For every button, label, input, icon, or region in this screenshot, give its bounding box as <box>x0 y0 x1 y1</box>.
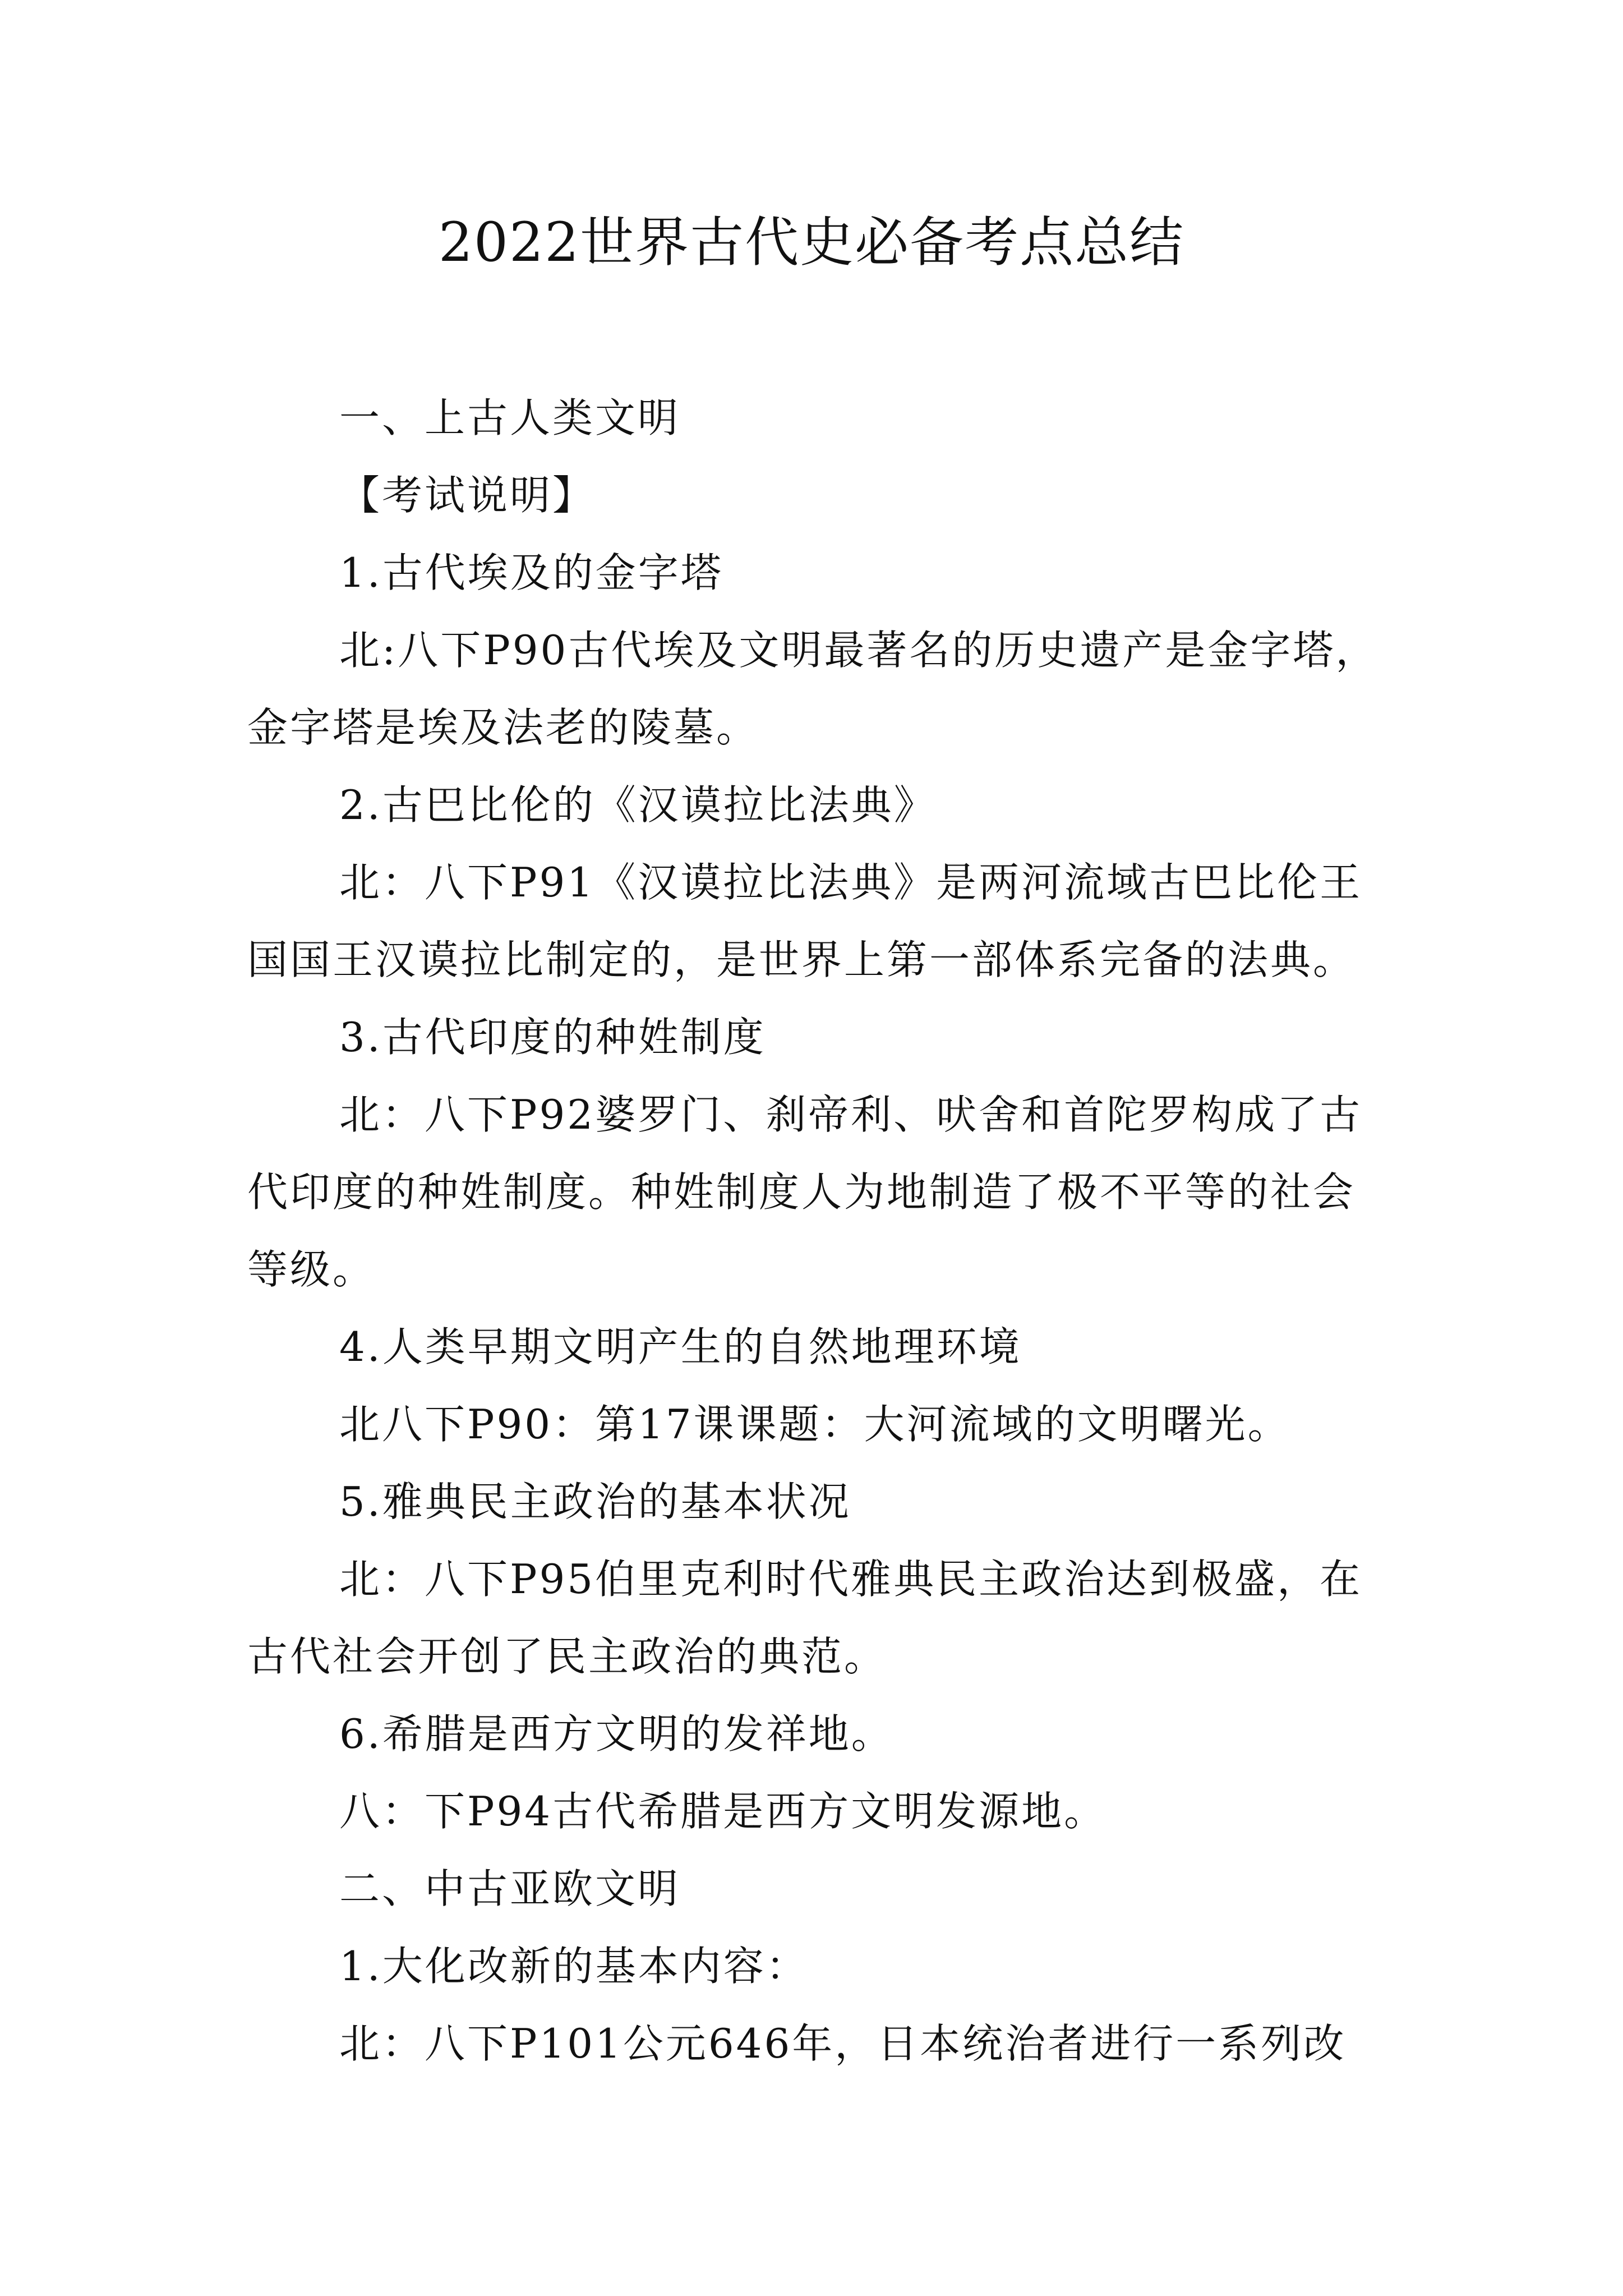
paragraph-line: 北:八下P90古代埃及文明最著名的历史遗产是金字塔， <box>339 627 1378 674</box>
item-heading: 5.雅典民主政治的基本状况 <box>339 1478 851 1525</box>
document-title: 2022世界古代史必备考点总结 <box>438 211 1185 274</box>
item-heading: 1.大化改新的基本内容： <box>339 1943 809 1990</box>
paragraph-line: 国国王汉谟拉比制定的，是世界上第一部体系完备的法典。 <box>247 936 1356 983</box>
document-body <box>247 379 1391 2082</box>
paragraph-line: 北：八下P95伯里克利时代雅典民主政治达到极盛，在 <box>339 1556 1363 1603</box>
paragraph-line: 代印度的种姓制度。种姓制度人为地制造了极不平等的社会 <box>247 1168 1356 1216</box>
paragraph-line: 古代社会开创了民主政治的典范。 <box>247 1633 887 1680</box>
item-heading: 6.希腊是西方文明的发祥地。 <box>339 1710 894 1757</box>
subsection-heading: 【考试说明】 <box>339 472 596 519</box>
paragraph-line: 等级。 <box>247 1246 376 1293</box>
section-heading: 一、上古人类文明 <box>339 394 681 441</box>
paragraph-line: 金字塔是埃及法老的陵墓。 <box>247 704 759 751</box>
item-heading: 2.古巴比伦的《汉谟拉比法典》 <box>339 781 937 829</box>
paragraph-line: 北：八下P92婆罗门、刹帝利、吠舍和首陀罗构成了古 <box>339 1091 1363 1138</box>
item-heading: 4.人类早期文明产生的自然地理环境 <box>339 1323 1022 1370</box>
paragraph-line: 北八下P90：第17课课题：大河流域的文明曙光。 <box>339 1401 1290 1448</box>
section-heading: 二、中古亚欧文明 <box>339 1865 681 1912</box>
paragraph-line: 北：八下P91《汉谟拉比法典》是两河流域古巴比伦王 <box>339 859 1363 906</box>
item-heading: 3.古代印度的种姓制度 <box>339 1014 766 1061</box>
item-heading: 1.古代埃及的金字塔 <box>339 549 723 596</box>
paragraph-line: 八：下P94古代希腊是西方文明发源地。 <box>339 1788 1107 1835</box>
paragraph-line: 北：八下P101公元646年，日本统治者进行一系列改 <box>339 2020 1347 2067</box>
